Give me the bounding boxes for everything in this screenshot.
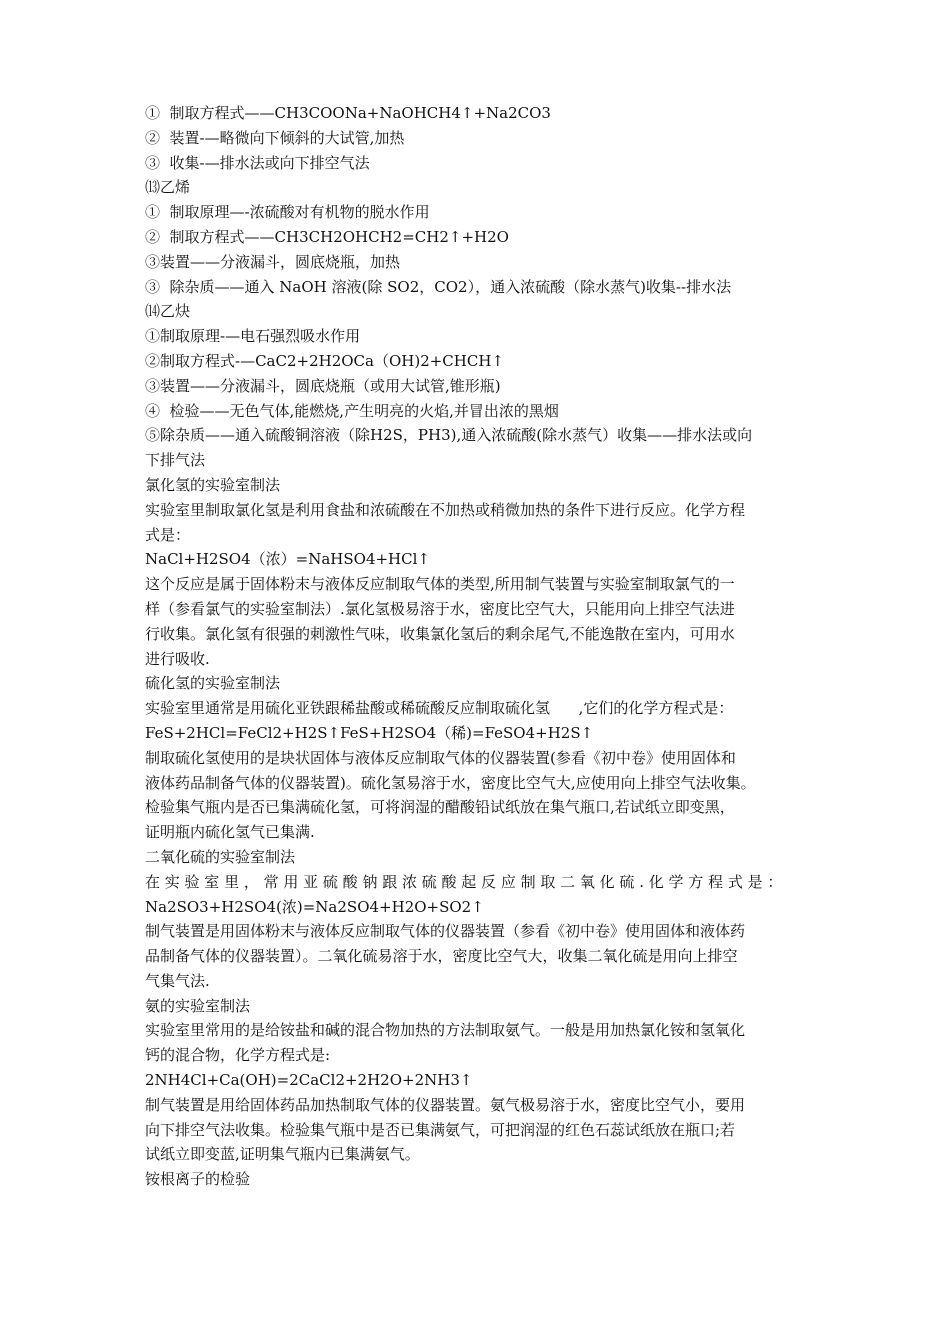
section-heading: 铵根离子的检验 [145,1170,251,1189]
paragraph-line: 钙的混合物，化学方程式是: [145,1046,331,1065]
equation-line: 2NH4Cl+Ca(OH)=2CaCl2+2H2O+2NH3↑ [145,1071,473,1090]
paragraph-line: 式是： [145,525,191,544]
text-line: ⑤除杂质——通入硫酸铜溶液（除H2S，PH3),通入浓硫酸(除水蒸气）收集——排水法或向 [145,426,753,445]
paragraph-line: 证明瓶内硫化氢气已集满. [145,823,315,842]
paragraph-line: 液体药品制备气体的仪器装置)。硫化氢易溶于水，密度比空气大,应使用向上排空气法收集。 [145,773,756,792]
text-line: ②制取方程式-—CaC2+2H2OCa（OH)2+CHCH↑ [145,351,504,370]
text-line: ①制取原理-—电石强烈吸水作用 [145,327,361,346]
section-heading: 二氧化硫的实验室制法 [145,847,296,866]
paragraph-line: 品制备气体的仪器装置）。二氧化硫易溶于水，密度比空气大，收集二氧化硫是用向上排空 [145,947,738,966]
section-heading: ⒁乙炔 [145,302,191,321]
text-line: ③ 收集-—排水法或向下排空气法 [145,153,370,172]
text-line: ③ 除杂质——通入 NaOH 溶液(除 SO2，CO2），通入浓硫酸（除水蒸气)收集--排水法 [145,277,732,296]
paragraph-line: 进行吸收. [145,649,210,668]
text-line: ② 制取方程式——CH3CH2OHCH2=CH2↑+H2O [145,227,509,246]
paragraph-line: 检验集气瓶内是否已集满硫化氢，可将润湿的醋酸铅试纸放在集气瓶口,若试纸立即变黑， [145,798,735,817]
section-heading: 氨的实验室制法 [145,996,251,1015]
paragraph-line: 气集气法. [145,971,210,990]
text-line: ① 制取方程式——CH3COONa+NaOHCH4↑+Na2CO3 [145,104,551,122]
paragraph-line: 制气装置是用固体粉末与液体反应制取气体的仪器装置（参看《初中卷》使用固体和液体药 [145,922,746,941]
section-heading: ⒀乙烯 [145,178,191,197]
paragraph-line: 试纸立即变蓝,证明集气瓶内已集满氨气。 [145,1145,420,1164]
paragraph-line: 实验室里通常是用硫化亚铁跟稀盐酸或稀硫酸反应制取硫化氢 ,它们的化学方程式是： [145,699,734,718]
section-heading: 硫化氢的实验室制法 [145,674,281,693]
text-line: ② 装置-—略微向下倾斜的大试管,加热 [145,128,405,147]
equation-line: Na2SO3+H2SO4(浓)=Na2SO4+H2O+SO2↑ [145,897,484,916]
paragraph-line: 在 实 验 室 里 ， 常 用 亚 硫 酸 钠 跟 浓 硫 酸 起 反 应 制 取 二 氧 化 硫 . 化 学 方 程 式 是 ： [145,872,783,891]
text-line: ① 制取原理—-浓硫酸对有机物的脱水作用 [145,203,430,222]
text-line: ③装置——分液漏斗，圆底烧瓶（或用大试管,锥形瓶) [145,376,501,395]
paragraph-line: 制取硫化氢使用的是块状固体与液体反应制取气体的仪器装置(参看《初中卷》使用固体和 [145,748,736,767]
paragraph-line: 样（参看氯气的实验室制法）.氯化氢极易溶于水，密度比空气大，只能用向上排空气法进 [145,599,735,618]
paragraph-line: 制气装置是用给固体药品加热制取气体的仪器装置。氨气极易溶于水，密度比空气小，要用 [145,1095,746,1114]
equation-line: FeS+2HCl=FeCl2+H2S↑FeS+H2SO4（稀)=FeSO4+H2S↑ [145,723,594,742]
paragraph-line: 向下排空气法收集。检验集气瓶中是否已集满氨气，可把润湿的红色石蕊试纸放在瓶口;若 [145,1120,736,1139]
section-heading: 氯化氢的实验室制法 [145,475,281,494]
paragraph-line: 实验室里制取氯化氢是利用食盐和浓硫酸在不加热或稍微加热的条件下进行反应。化学方程 [145,500,746,519]
paragraph-line: 这个反应是属于固体粉末与液体反应制取气体的类型,所用制气装置与实验室制取氯气的一 [145,575,735,594]
text-line: ③装置——分液漏斗，圆底烧瓶，加热 [145,252,401,271]
equation-line: NaCl+H2SO4（浓）=NaHSO4+HCl↑ [145,550,430,569]
text-line: 下排气法 [145,451,206,470]
text-line: ④ 检验——无色气体,能燃烧,产生明亮的火焰,并冒出浓的黑烟 [145,401,559,420]
paragraph-line: 实验室里常用的是给铵盐和碱的混合物加热的方法制取氨气。一般是用加热氯化铵和氢氧化 [145,1021,746,1040]
paragraph-line: 行收集。氯化氢有很强的刺激性气味，收集氯化氢后的剩余尾气,不能逸散在室内，可用水 [145,624,735,643]
document-body [145,101,810,1192]
